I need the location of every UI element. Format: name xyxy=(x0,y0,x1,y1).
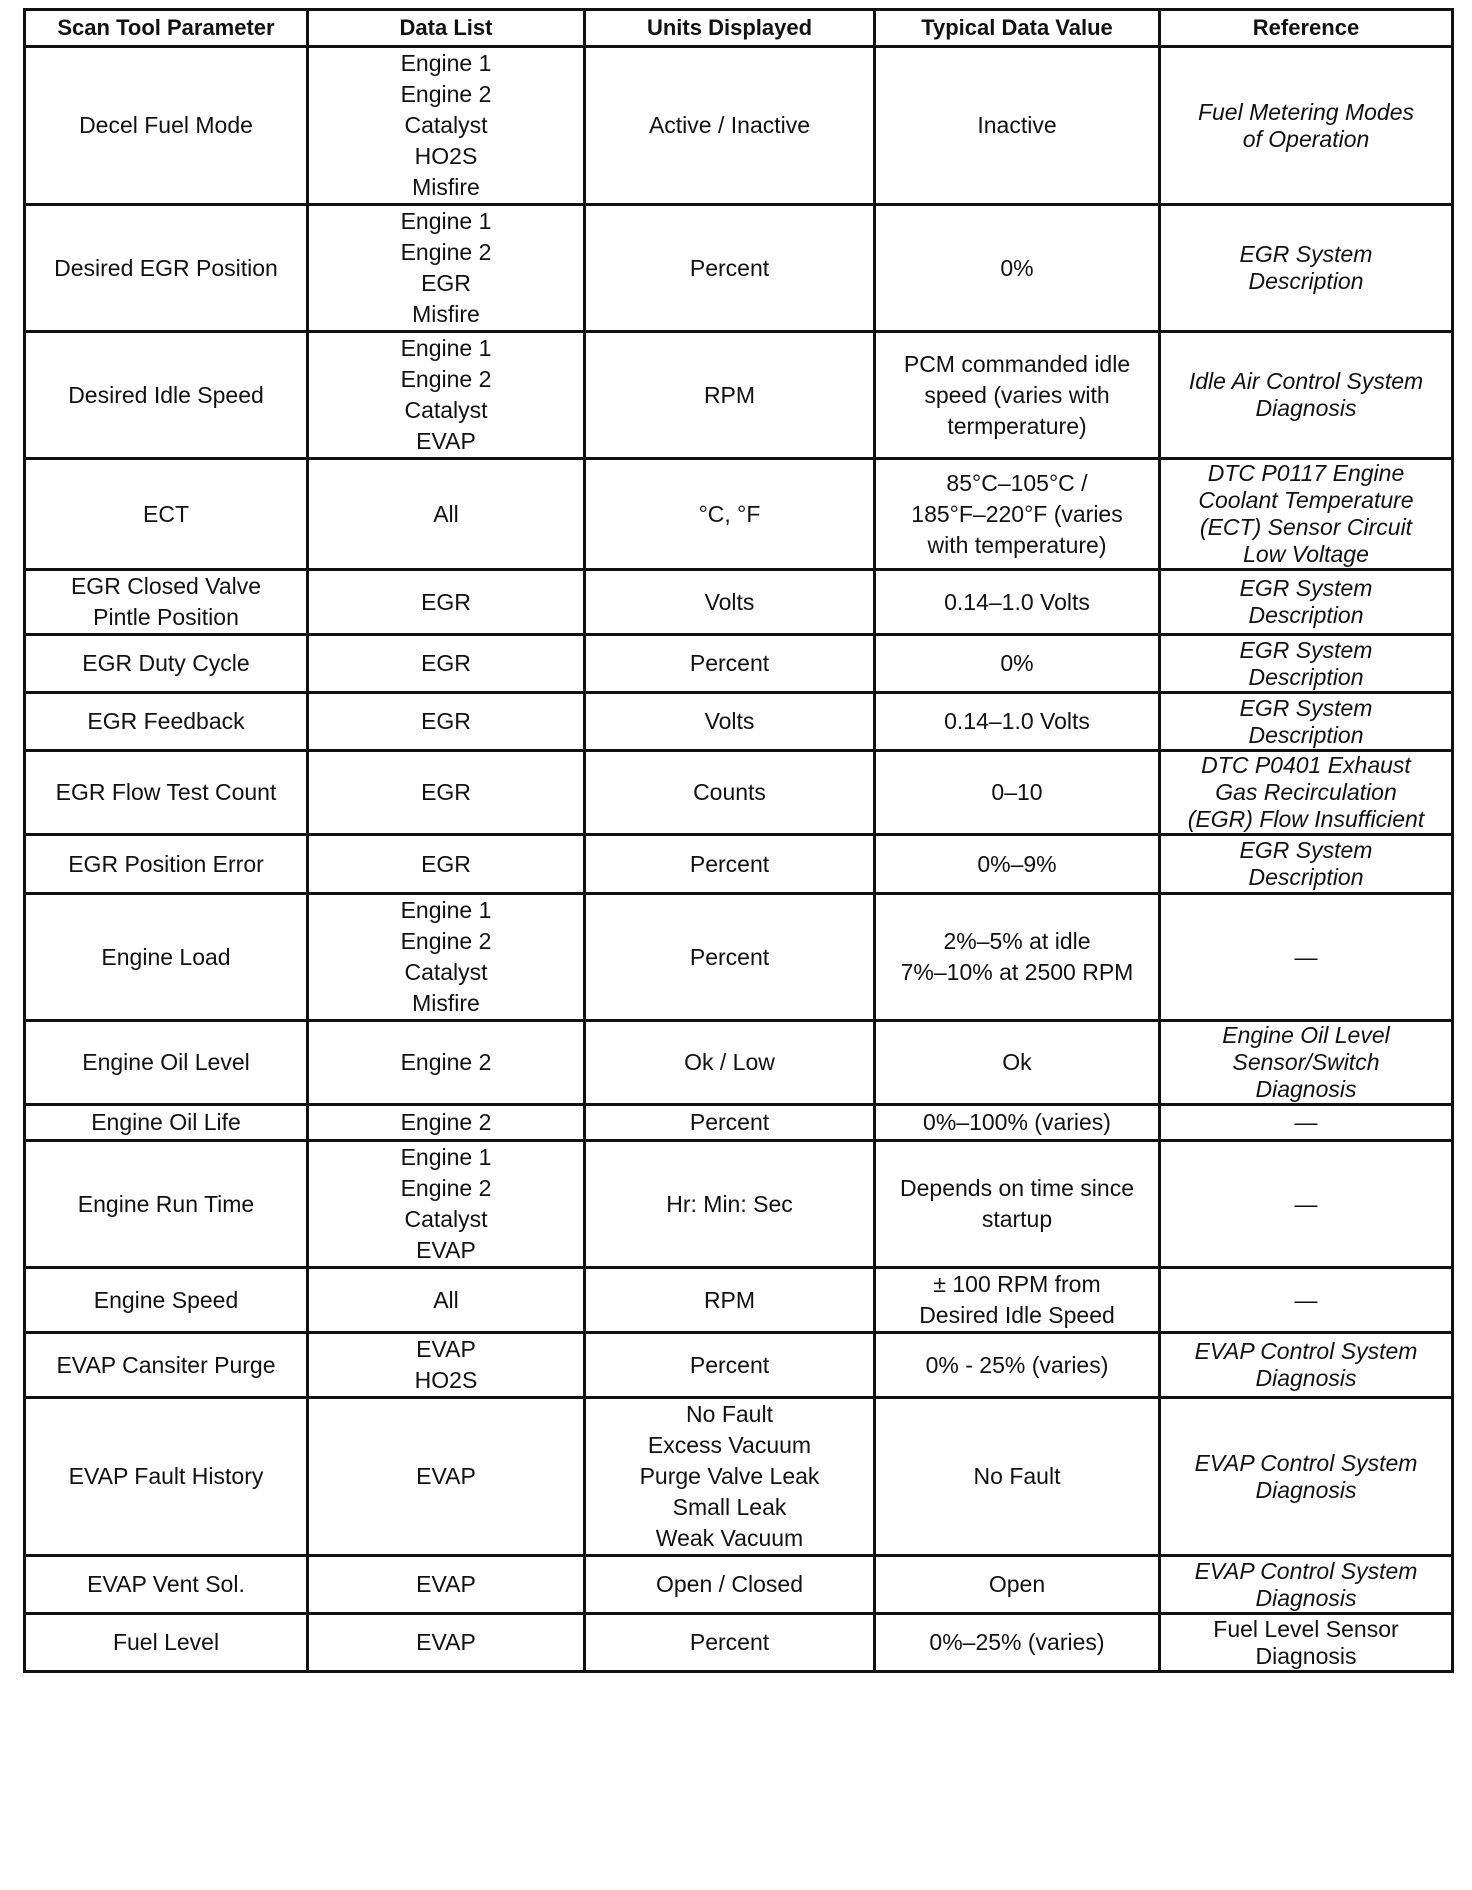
header-typical-data-value: Typical Data Value xyxy=(875,10,1160,47)
reference-line: EGR System xyxy=(1239,837,1373,863)
header-row xyxy=(25,10,1453,47)
data-list-cell xyxy=(308,1556,585,1614)
data-list-line: Engine 2 xyxy=(400,81,492,107)
units-cell xyxy=(585,835,875,894)
data-list-cell xyxy=(308,693,585,751)
typical-value-line: 0%–25% (varies) xyxy=(929,1629,1105,1655)
reference-line: DTC P0401 Exhaust xyxy=(1201,752,1411,778)
reference-line: of Operation xyxy=(1242,125,1370,152)
typical-value-cell xyxy=(875,835,1160,894)
reference-line: — xyxy=(1294,1286,1318,1313)
table-row xyxy=(25,1556,1453,1614)
typical-value-line: 185°F–220°F (varies xyxy=(911,500,1123,527)
units-line: °C, °F xyxy=(698,500,761,527)
parameter-cell xyxy=(25,835,308,894)
units-line: Small Leak xyxy=(672,1494,787,1520)
parameter-cell xyxy=(25,570,308,635)
typical-value-cell xyxy=(875,1141,1160,1268)
parameter-cell xyxy=(25,1105,308,1141)
units-line: Volts xyxy=(704,708,755,734)
header-units-displayed: Units Displayed xyxy=(585,10,875,47)
typical-value-line: Depends on time since xyxy=(900,1175,1134,1201)
data-list-line: Engine 2 xyxy=(400,366,492,392)
reference-cell xyxy=(1160,835,1453,894)
reference-cell xyxy=(1160,635,1453,693)
data-list-cell xyxy=(308,835,585,894)
typical-value-line: No Fault xyxy=(973,1463,1061,1489)
data-list-line: Catalyst xyxy=(404,112,488,138)
typical-value-line: 0%–9% xyxy=(977,850,1057,877)
units-cell xyxy=(585,1021,875,1105)
typical-value-line: 2%–5% at idle xyxy=(943,928,1091,954)
typical-value-cell xyxy=(875,1398,1160,1556)
reference-line: — xyxy=(1294,1190,1318,1217)
units-line: Counts xyxy=(693,779,766,805)
units-cell xyxy=(585,570,875,635)
reference-cell xyxy=(1160,1614,1453,1672)
reference-line: Gas Recirculation xyxy=(1215,779,1397,805)
reference-cell xyxy=(1160,693,1453,751)
typical-value-cell xyxy=(875,205,1160,332)
parameter-cell xyxy=(25,635,308,693)
table-row xyxy=(25,835,1453,894)
parameter-line: EVAP Vent Sol. xyxy=(87,1571,245,1597)
units-line: Hr: Min: Sec xyxy=(666,1190,793,1217)
typical-value-cell xyxy=(875,1105,1160,1141)
data-list-cell xyxy=(308,205,585,332)
table-body xyxy=(25,47,1453,1672)
reference-line: Description xyxy=(1248,864,1364,890)
parameter-line: Engine Oil Life xyxy=(91,1109,241,1135)
table-row xyxy=(25,1021,1453,1105)
reference-line: EVAP Control System xyxy=(1194,1338,1418,1364)
typical-value-line: Ok xyxy=(1002,1049,1032,1075)
reference-line: (ECT) Sensor Circuit xyxy=(1199,514,1413,540)
typical-value-line: termperature) xyxy=(947,412,1087,439)
data-list-line: Engine 1 xyxy=(400,897,492,923)
reference-line: DTC P0117 Engine xyxy=(1207,460,1405,486)
data-list-line: EVAP xyxy=(416,1463,476,1489)
reference-cell xyxy=(1160,1105,1453,1141)
table-row xyxy=(25,1105,1453,1141)
reference-line: Engine Oil Level xyxy=(1222,1022,1390,1048)
units-cell xyxy=(585,47,875,205)
typical-value-cell xyxy=(875,570,1160,635)
typical-value-cell xyxy=(875,1614,1160,1672)
units-line: Percent xyxy=(689,943,770,970)
units-line: Open / Closed xyxy=(655,1571,804,1597)
units-line: RPM xyxy=(703,381,756,408)
typical-value-cell xyxy=(875,47,1160,205)
reference-cell xyxy=(1160,332,1453,459)
reference-line: EVAP Control System xyxy=(1194,1557,1418,1584)
typical-value-line: Inactive xyxy=(977,112,1057,138)
parameter-cell xyxy=(25,47,308,205)
typical-value-line: 85°C–105°C / xyxy=(946,469,1088,496)
parameter-line: Desired EGR Position xyxy=(54,254,278,281)
data-list-line: Engine 2 xyxy=(400,239,492,265)
parameter-cell xyxy=(25,459,308,570)
data-list-line: Engine 2 xyxy=(400,1109,492,1135)
table-row xyxy=(25,570,1453,635)
parameter-cell xyxy=(25,894,308,1021)
table-row xyxy=(25,894,1453,1021)
units-line: Weak Vacuum xyxy=(655,1525,804,1551)
data-list-line: EVAP xyxy=(416,1336,476,1362)
reference-line: — xyxy=(1294,943,1318,970)
parameter-line: Decel Fuel Mode xyxy=(79,112,253,138)
table-row xyxy=(25,1333,1453,1398)
table-row xyxy=(25,1614,1453,1672)
header-data-list: Data List xyxy=(308,10,585,47)
reference-line: Description xyxy=(1248,602,1364,628)
typical-value-line: 7%–10% at 2500 RPM xyxy=(900,959,1134,985)
reference-cell xyxy=(1160,570,1453,635)
reference-line: Low Voltage xyxy=(1243,541,1369,567)
units-line: Percent xyxy=(689,1109,770,1135)
data-list-cell xyxy=(308,1141,585,1268)
reference-cell xyxy=(1160,205,1453,332)
data-list-line: Engine 1 xyxy=(400,1144,492,1170)
parameter-line: Desired Idle Speed xyxy=(68,381,264,408)
data-list-cell xyxy=(308,47,585,205)
units-cell xyxy=(585,635,875,693)
units-cell xyxy=(585,693,875,751)
data-list-line: EGR xyxy=(421,850,471,877)
units-line: Percent xyxy=(689,1629,770,1655)
data-list-line: HO2S xyxy=(414,143,478,169)
units-cell xyxy=(585,1141,875,1268)
reference-line: Description xyxy=(1248,268,1364,294)
units-line: Volts xyxy=(704,588,755,615)
data-list-line: Engine 2 xyxy=(400,1049,492,1075)
units-cell xyxy=(585,1333,875,1398)
data-list-cell xyxy=(308,1021,585,1105)
reference-line: EGR System xyxy=(1239,694,1373,721)
data-list-line: EGR xyxy=(421,270,471,296)
reference-line: Fuel Metering Modes xyxy=(1197,98,1415,125)
table-row xyxy=(25,459,1453,570)
typical-value-line: ± 100 RPM from xyxy=(933,1271,1101,1297)
parameter-line: EGR Duty Cycle xyxy=(82,650,250,676)
data-list-line: HO2S xyxy=(414,1367,478,1393)
units-line: Percent xyxy=(689,1351,770,1378)
reference-cell xyxy=(1160,1556,1453,1614)
parameter-cell xyxy=(25,1021,308,1105)
typical-value-cell xyxy=(875,1556,1160,1614)
units-cell xyxy=(585,1556,875,1614)
data-list-cell xyxy=(308,1398,585,1556)
data-list-line: EVAP xyxy=(416,1571,476,1597)
parameter-cell xyxy=(25,1556,308,1614)
parameter-cell xyxy=(25,1268,308,1333)
data-list-cell xyxy=(308,570,585,635)
typical-value-cell xyxy=(875,1333,1160,1398)
units-cell xyxy=(585,332,875,459)
data-list-cell xyxy=(308,1105,585,1141)
data-list-cell xyxy=(308,1268,585,1333)
table-row xyxy=(25,1268,1453,1333)
parameter-cell xyxy=(25,332,308,459)
units-line: Purge Valve Leak xyxy=(639,1463,820,1489)
reference-line: Diagnosis xyxy=(1255,1076,1357,1102)
data-list-line: EGR xyxy=(421,708,471,734)
typical-value-line: with temperature) xyxy=(927,531,1107,558)
units-cell xyxy=(585,459,875,570)
parameter-cell xyxy=(25,1398,308,1556)
reference-cell xyxy=(1160,459,1453,570)
data-list-line: All xyxy=(433,500,459,527)
table-row xyxy=(25,693,1453,751)
data-list-line: Engine 1 xyxy=(400,335,492,361)
typical-value-line: 0% - 25% (varies) xyxy=(925,1351,1109,1378)
units-cell xyxy=(585,751,875,835)
typical-value-line: Desired Idle Speed xyxy=(919,1302,1115,1328)
reference-line: Idle Air Control System xyxy=(1188,368,1424,394)
parameter-line: Fuel Level xyxy=(112,1629,220,1655)
reference-line: Diagnosis xyxy=(1255,1476,1357,1503)
typical-value-cell xyxy=(875,635,1160,693)
table-row xyxy=(25,751,1453,835)
parameter-cell xyxy=(25,693,308,751)
header-reference: Reference xyxy=(1160,10,1453,47)
reference-line: Diagnosis xyxy=(1255,1642,1357,1669)
parameter-line: Engine Oil Level xyxy=(82,1049,250,1075)
typical-value-line: 0% xyxy=(1000,254,1034,281)
parameter-line: EVAP Cansiter Purge xyxy=(56,1351,276,1378)
units-line: No Fault xyxy=(686,1401,773,1427)
units-cell xyxy=(585,1105,875,1141)
data-list-cell xyxy=(308,635,585,693)
typical-value-cell xyxy=(875,894,1160,1021)
table-row xyxy=(25,1398,1453,1556)
typical-value-cell xyxy=(875,693,1160,751)
data-list-line: Engine 2 xyxy=(400,928,492,954)
units-line: Percent xyxy=(689,254,770,281)
typical-value-cell xyxy=(875,459,1160,570)
units-line: Excess Vacuum xyxy=(647,1432,812,1458)
reference-line: EGR System xyxy=(1239,636,1373,663)
data-list-line: Catalyst xyxy=(404,959,488,985)
reference-cell xyxy=(1160,1141,1453,1268)
typical-value-line: 0%–100% (varies) xyxy=(923,1109,1111,1135)
units-line: RPM xyxy=(703,1286,756,1313)
units-cell xyxy=(585,894,875,1021)
reference-cell xyxy=(1160,1021,1453,1105)
data-list-line: Engine 1 xyxy=(400,50,492,76)
table-row xyxy=(25,47,1453,205)
reference-line: Diagnosis xyxy=(1255,1365,1357,1391)
reference-cell xyxy=(1160,894,1453,1021)
reference-line: Coolant Temperature xyxy=(1198,487,1414,513)
parameter-line: EVAP Fault History xyxy=(68,1463,264,1489)
data-list-line: Engine 2 xyxy=(400,1175,492,1201)
parameter-line: Engine Load xyxy=(101,943,231,970)
parameter-line: EGR Position Error xyxy=(68,850,264,877)
data-list-line: Engine 1 xyxy=(400,208,492,234)
typical-value-cell xyxy=(875,1021,1160,1105)
data-list-cell xyxy=(308,1614,585,1672)
scan-tool-parameter-table xyxy=(23,8,1454,1673)
reference-line: Description xyxy=(1248,663,1364,690)
reference-line: Diagnosis xyxy=(1255,395,1357,421)
data-list-line: Catalyst xyxy=(404,397,488,423)
units-line: Percent xyxy=(689,650,770,676)
typical-value-line: PCM commanded idle xyxy=(903,350,1131,377)
parameter-line: EGR Feedback xyxy=(87,708,245,734)
parameter-line: EGR Flow Test Count xyxy=(55,779,277,805)
typical-value-cell xyxy=(875,332,1160,459)
units-cell xyxy=(585,1268,875,1333)
parameter-cell xyxy=(25,1141,308,1268)
data-list-cell xyxy=(308,894,585,1021)
reference-cell xyxy=(1160,751,1453,835)
reference-line: (EGR) Flow Insufficient xyxy=(1187,806,1425,832)
data-list-line: All xyxy=(433,1286,459,1313)
table-row xyxy=(25,1141,1453,1268)
typical-value-cell xyxy=(875,1268,1160,1333)
parameter-line: Engine Speed xyxy=(93,1286,239,1313)
parameter-cell xyxy=(25,751,308,835)
data-list-line: EGR xyxy=(421,588,471,615)
data-list-cell xyxy=(308,459,585,570)
units-cell xyxy=(585,1614,875,1672)
parameter-cell xyxy=(25,1614,308,1672)
reference-line: Sensor/Switch xyxy=(1232,1049,1380,1075)
data-list-line: EGR xyxy=(421,779,471,805)
data-list-cell xyxy=(308,1333,585,1398)
table-row xyxy=(25,332,1453,459)
units-line: Ok / Low xyxy=(684,1049,775,1075)
units-cell xyxy=(585,1398,875,1556)
typical-value-line: 0.14–1.0 Volts xyxy=(944,588,1090,615)
parameter-cell xyxy=(25,1333,308,1398)
parameter-line: Pintle Position xyxy=(93,604,239,630)
typical-value-line: 0.14–1.0 Volts xyxy=(944,708,1090,734)
table-row xyxy=(25,205,1453,332)
reference-cell xyxy=(1160,1268,1453,1333)
typical-value-line: 0% xyxy=(1000,650,1034,676)
units-cell xyxy=(585,205,875,332)
data-list-line: EVAP xyxy=(416,428,476,454)
parameter-line: Engine Run Time xyxy=(77,1190,255,1217)
reference-line: Description xyxy=(1248,721,1364,748)
reference-line: — xyxy=(1294,1109,1318,1135)
data-list-line: Misfire xyxy=(412,990,480,1016)
units-line: Active / Inactive xyxy=(648,112,811,138)
reference-cell xyxy=(1160,47,1453,205)
table-header xyxy=(25,10,1453,47)
reference-line: EVAP Control System xyxy=(1194,1449,1418,1476)
data-list-line: EVAP xyxy=(416,1237,476,1263)
reference-cell xyxy=(1160,1333,1453,1398)
reference-cell xyxy=(1160,1398,1453,1556)
parameter-cell xyxy=(25,205,308,332)
data-list-line: Misfire xyxy=(412,301,480,327)
data-list-line: EGR xyxy=(421,650,471,676)
typical-value-line: speed (varies with xyxy=(924,381,1110,408)
parameter-line: ECT xyxy=(143,500,189,527)
data-list-cell xyxy=(308,751,585,835)
data-list-line: EVAP xyxy=(416,1629,476,1655)
typical-value-line: Open xyxy=(988,1571,1046,1597)
reference-line: EGR System xyxy=(1239,575,1373,601)
parameter-line: EGR Closed Valve xyxy=(70,573,262,599)
typical-value-cell xyxy=(875,751,1160,835)
table-row xyxy=(25,635,1453,693)
data-list-cell xyxy=(308,332,585,459)
typical-value-line: startup xyxy=(981,1206,1053,1232)
data-list-line: Catalyst xyxy=(404,1206,488,1232)
reference-line: Diagnosis xyxy=(1255,1584,1357,1611)
reference-line: Fuel Level Sensor xyxy=(1213,1615,1399,1642)
header-scan-tool-parameter: Scan Tool Parameter xyxy=(25,10,308,47)
data-list-line: Misfire xyxy=(412,174,480,200)
units-line: Percent xyxy=(689,850,770,877)
reference-line: EGR System xyxy=(1239,241,1373,267)
typical-value-line: 0–10 xyxy=(991,779,1043,805)
